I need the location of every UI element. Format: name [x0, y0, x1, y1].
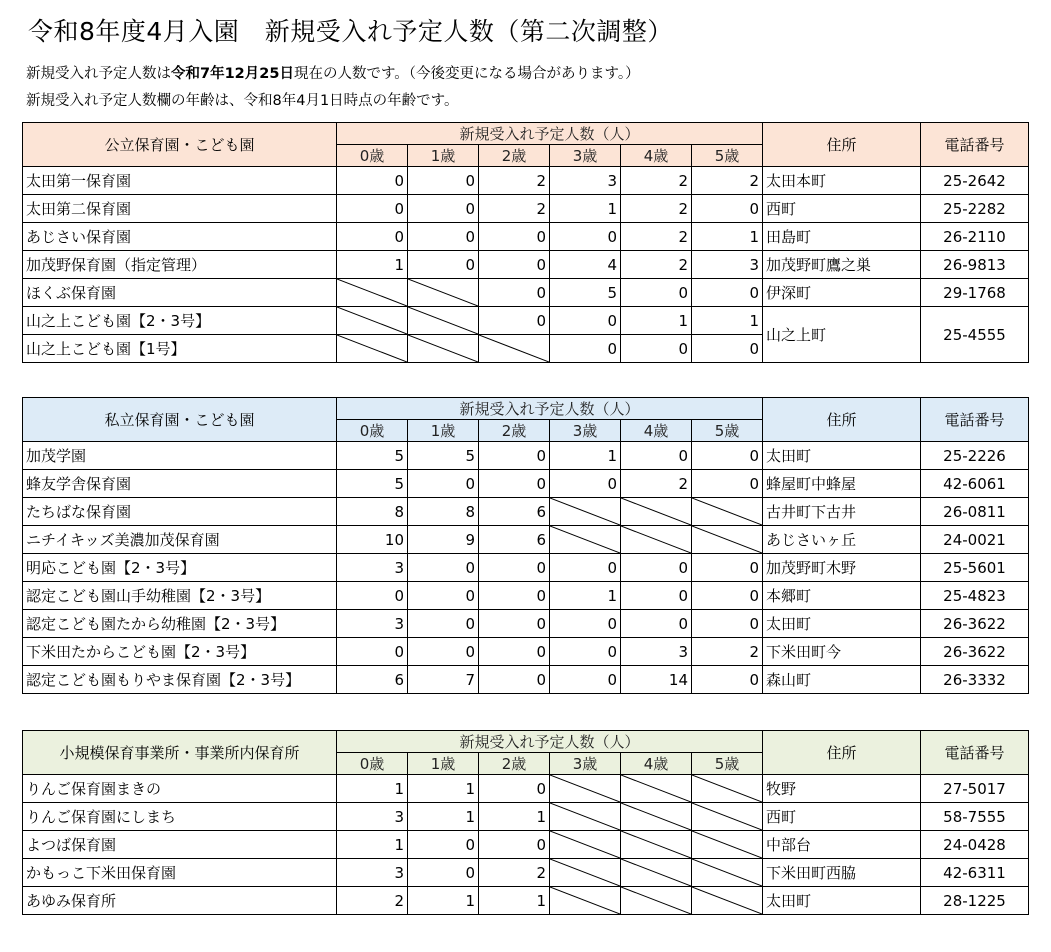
address: 本郷町: [763, 582, 921, 610]
facility-name: 加茂学園: [23, 442, 337, 470]
table-row: [23, 223, 1029, 251]
address: 蜂屋町中蜂屋: [763, 470, 921, 498]
not-applicable-slash-icon: [621, 831, 691, 858]
phone-number: 26-3622: [921, 610, 1029, 638]
count-age-4: 0: [621, 554, 692, 582]
count-age-5: 3: [692, 251, 763, 279]
count-age-0: 3: [337, 554, 408, 582]
table-facility-public: [22, 122, 1029, 363]
count-age-5: 0: [692, 582, 763, 610]
count-age-0: 3: [337, 610, 408, 638]
phone-number: 42-6311: [921, 859, 1029, 887]
age-header-3: 3歳: [550, 145, 621, 167]
not-applicable-slash-icon: [337, 279, 407, 306]
address: 西町: [763, 195, 921, 223]
facility-name: 太田第二保育園: [23, 195, 337, 223]
phone-number: 26-3622: [921, 638, 1029, 666]
count-age-0: 3: [337, 803, 408, 831]
count-age-5: 0: [692, 610, 763, 638]
table-row: [23, 803, 1029, 831]
phone-number: 24-0021: [921, 526, 1029, 554]
count-age-1: 5: [408, 442, 479, 470]
facility-name: 太田第一保育園: [23, 167, 337, 195]
not-applicable-slash-icon: [621, 887, 691, 914]
table-row: [23, 307, 1029, 335]
table-row: [23, 610, 1029, 638]
count-not-applicable: [621, 803, 692, 831]
count-age-1: 1: [408, 775, 479, 803]
count-age-3: 1: [550, 442, 621, 470]
count-age-5: 1: [692, 223, 763, 251]
count-not-applicable: [550, 831, 621, 859]
count-age-4: 0: [621, 442, 692, 470]
not-applicable-slash-icon: [337, 307, 407, 334]
age-header-5: 5歳: [692, 145, 763, 167]
phone-number: 42-6061: [921, 470, 1029, 498]
count-age-2: 0: [479, 307, 550, 335]
not-applicable-slash-icon: [621, 859, 691, 886]
not-applicable-slash-icon: [692, 803, 762, 830]
count-not-applicable: [408, 335, 479, 363]
phone-number: 25-2642: [921, 167, 1029, 195]
address: 太田町: [763, 442, 921, 470]
count-age-4: 14: [621, 666, 692, 694]
count-age-2: 0: [479, 554, 550, 582]
facility-name: 山之上こども園【1号】: [23, 335, 337, 363]
count-span-header: 新規受入れ予定人数（人）: [337, 731, 763, 753]
count-not-applicable: [692, 803, 763, 831]
facility-name: 明応こども園【2・3号】: [23, 554, 337, 582]
not-applicable-slash-icon: [408, 279, 478, 306]
phone-number: 26-2110: [921, 223, 1029, 251]
age-header-0: 0歳: [337, 420, 408, 442]
count-age-3: 1: [550, 195, 621, 223]
not-applicable-slash-icon: [550, 775, 620, 802]
count-span-header: 新規受入れ予定人数（人）: [337, 398, 763, 420]
table-row: [23, 831, 1029, 859]
count-age-1: 1: [408, 887, 479, 915]
count-age-3: 0: [550, 223, 621, 251]
count-age-1: 0: [408, 251, 479, 279]
address: あじさいヶ丘: [763, 526, 921, 554]
count-age-0: 0: [337, 223, 408, 251]
age-header-4: 4歳: [621, 420, 692, 442]
count-not-applicable: [337, 335, 408, 363]
address: 加茂野町木野: [763, 554, 921, 582]
category-header: 小規模保育事業所・事業所内保育所: [23, 731, 337, 775]
facility-name: 加茂野保育園（指定管理）: [23, 251, 337, 279]
address: 太田本町: [763, 167, 921, 195]
address-header: 住所: [763, 123, 921, 167]
table-row: [23, 470, 1029, 498]
count-age-1: 0: [408, 638, 479, 666]
count-age-5: 2: [692, 167, 763, 195]
count-age-2: 0: [479, 251, 550, 279]
count-age-5: 0: [692, 195, 763, 223]
age-header-4: 4歳: [621, 753, 692, 775]
count-age-4: 0: [621, 279, 692, 307]
count-age-3: 1: [550, 582, 621, 610]
not-applicable-slash-icon: [692, 498, 762, 525]
table-facility-small: [22, 730, 1029, 915]
table-row: [23, 775, 1029, 803]
count-not-applicable: [692, 775, 763, 803]
address: 森山町: [763, 666, 921, 694]
count-age-2: 1: [479, 803, 550, 831]
count-age-2: 2: [479, 859, 550, 887]
count-not-applicable: [550, 887, 621, 915]
count-not-applicable: [692, 887, 763, 915]
count-not-applicable: [479, 335, 550, 363]
age-header-4: 4歳: [621, 145, 692, 167]
not-applicable-slash-icon: [621, 803, 691, 830]
count-age-0: 2: [337, 887, 408, 915]
phone-number: 58-7555: [921, 803, 1029, 831]
phone-number: 25-5601: [921, 554, 1029, 582]
page-title: 令和8年度4月入園 新規受入れ予定人数（第二次調整）: [28, 17, 673, 46]
not-applicable-slash-icon: [692, 831, 762, 858]
count-age-2: 2: [479, 167, 550, 195]
address: 下米田町今: [763, 638, 921, 666]
phone-header: 電話番号: [921, 731, 1029, 775]
address: 伊深町: [763, 279, 921, 307]
count-age-4: 2: [621, 195, 692, 223]
age-header-1: 1歳: [408, 753, 479, 775]
count-not-applicable: [408, 307, 479, 335]
count-age-1: 0: [408, 195, 479, 223]
facility-name: 認定こども園山手幼稚園【2・3号】: [23, 582, 337, 610]
age-header-1: 1歳: [408, 145, 479, 167]
facility-name: 下米田たからこども園【2・3号】: [23, 638, 337, 666]
table-row: [23, 279, 1029, 307]
count-age-1: 0: [408, 167, 479, 195]
count-age-2: 0: [479, 442, 550, 470]
table-row: [23, 442, 1029, 470]
count-age-1: 0: [408, 859, 479, 887]
phone-number: 26-0811: [921, 498, 1029, 526]
note-age-basis: 新規受入れ予定人数欄の年齢は、令和8年4月1日時点の年齢です。: [26, 93, 459, 109]
count-age-2: 0: [479, 223, 550, 251]
not-applicable-slash-icon: [479, 335, 549, 362]
address: 加茂野町鷹之巣: [763, 251, 921, 279]
count-age-0: 8: [337, 498, 408, 526]
facility-name: ニチイキッズ美濃加茂保育園: [23, 526, 337, 554]
table-row: [23, 167, 1029, 195]
count-not-applicable: [621, 859, 692, 887]
phone-number: 25-2282: [921, 195, 1029, 223]
count-age-2: 0: [479, 775, 550, 803]
address: 中部台: [763, 831, 921, 859]
phone-number: 26-3332: [921, 666, 1029, 694]
facility-name: かもっこ下米田保育園: [23, 859, 337, 887]
not-applicable-slash-icon: [550, 831, 620, 858]
count-age-1: 9: [408, 526, 479, 554]
facility-name: 山之上こども園【2・3号】: [23, 307, 337, 335]
not-applicable-slash-icon: [692, 775, 762, 802]
age-header-2: 2歳: [479, 753, 550, 775]
note-text: 現在の人数です。（今後変更になる場合があります。）: [293, 66, 640, 82]
table-row: [23, 666, 1029, 694]
count-age-4: 2: [621, 167, 692, 195]
facility-name: よつば保育園: [23, 831, 337, 859]
count-age-2: 0: [479, 582, 550, 610]
count-age-3: 0: [550, 307, 621, 335]
count-age-2: 0: [479, 470, 550, 498]
phone-number: 29-1768: [921, 279, 1029, 307]
age-header-2: 2歳: [479, 420, 550, 442]
address: 西町: [763, 803, 921, 831]
address: 田島町: [763, 223, 921, 251]
address: 牧野: [763, 775, 921, 803]
not-applicable-slash-icon: [408, 307, 478, 334]
address: 古井町下古井: [763, 498, 921, 526]
not-applicable-slash-icon: [550, 887, 620, 914]
count-age-0: 5: [337, 442, 408, 470]
count-age-0: 5: [337, 470, 408, 498]
count-not-applicable: [550, 498, 621, 526]
count-age-5: 1: [692, 307, 763, 335]
count-age-0: 1: [337, 251, 408, 279]
count-age-2: 0: [479, 610, 550, 638]
count-age-4: 2: [621, 223, 692, 251]
count-age-0: 0: [337, 195, 408, 223]
count-age-3: 0: [550, 470, 621, 498]
note-text: 新規受入れ予定人数は: [26, 66, 171, 82]
facility-name: 蜂友学舎保育園: [23, 470, 337, 498]
count-not-applicable: [621, 498, 692, 526]
address-header: 住所: [763, 731, 921, 775]
count-age-3: 0: [550, 610, 621, 638]
age-header-3: 3歳: [550, 420, 621, 442]
phone-number: 27-5017: [921, 775, 1029, 803]
count-age-4: 0: [621, 610, 692, 638]
address: 山之上町: [763, 307, 921, 363]
count-age-5: 0: [692, 442, 763, 470]
count-age-4: 1: [621, 307, 692, 335]
count-age-2: 0: [479, 831, 550, 859]
count-not-applicable: [621, 831, 692, 859]
count-age-2: 0: [479, 638, 550, 666]
count-age-0: 10: [337, 526, 408, 554]
reference-date: 令和7年12月25日: [171, 66, 294, 82]
count-age-3: 5: [550, 279, 621, 307]
count-age-3: 3: [550, 167, 621, 195]
not-applicable-slash-icon: [692, 526, 762, 553]
age-header-3: 3歳: [550, 753, 621, 775]
count-not-applicable: [692, 831, 763, 859]
facility-name: 認定こども園もりやま保育園【2・3号】: [23, 666, 337, 694]
not-applicable-slash-icon: [621, 775, 691, 802]
facility-name: りんご保育園にしまち: [23, 803, 337, 831]
table-row: [23, 251, 1029, 279]
count-not-applicable: [550, 803, 621, 831]
count-age-1: 7: [408, 666, 479, 694]
count-age-3: 0: [550, 666, 621, 694]
age-header-5: 5歳: [692, 420, 763, 442]
count-not-applicable: [692, 859, 763, 887]
not-applicable-slash-icon: [550, 803, 620, 830]
count-age-5: 0: [692, 335, 763, 363]
address-header: 住所: [763, 398, 921, 442]
count-age-0: 6: [337, 666, 408, 694]
age-header-1: 1歳: [408, 420, 479, 442]
not-applicable-slash-icon: [550, 498, 620, 525]
count-not-applicable: [408, 279, 479, 307]
count-not-applicable: [621, 775, 692, 803]
count-not-applicable: [550, 775, 621, 803]
table-row: [23, 887, 1029, 915]
count-age-1: 0: [408, 223, 479, 251]
count-not-applicable: [337, 279, 408, 307]
table-row: [23, 526, 1029, 554]
phone-number: 25-2226: [921, 442, 1029, 470]
count-age-3: 4: [550, 251, 621, 279]
facility-name: ほくぶ保育園: [23, 279, 337, 307]
not-applicable-slash-icon: [692, 887, 762, 914]
phone-number: 25-4555: [921, 307, 1029, 363]
count-age-5: 0: [692, 666, 763, 694]
count-age-4: 0: [621, 335, 692, 363]
phone-number: 25-4823: [921, 582, 1029, 610]
count-age-2: 6: [479, 526, 550, 554]
table-row: [23, 582, 1029, 610]
count-age-5: 0: [692, 554, 763, 582]
age-header-5: 5歳: [692, 753, 763, 775]
count-age-3: 0: [550, 638, 621, 666]
count-age-0: 3: [337, 859, 408, 887]
not-applicable-slash-icon: [621, 526, 691, 553]
category-header: 私立保育園・こども園: [23, 398, 337, 442]
count-age-5: 0: [692, 470, 763, 498]
not-applicable-slash-icon: [337, 335, 407, 362]
count-age-0: 0: [337, 167, 408, 195]
facility-name: 認定こども園たから幼稚園【2・3号】: [23, 610, 337, 638]
count-age-2: 0: [479, 279, 550, 307]
count-not-applicable: [692, 498, 763, 526]
table-row: [23, 195, 1029, 223]
count-age-2: 2: [479, 195, 550, 223]
phone-number: 28-1225: [921, 887, 1029, 915]
count-age-1: 8: [408, 498, 479, 526]
count-age-0: 1: [337, 775, 408, 803]
count-age-2: 0: [479, 666, 550, 694]
phone-header: 電話番号: [921, 123, 1029, 167]
count-age-4: 3: [621, 638, 692, 666]
table-row: [23, 498, 1029, 526]
age-header-0: 0歳: [337, 753, 408, 775]
phone-number: 24-0428: [921, 831, 1029, 859]
phone-number: 26-9813: [921, 251, 1029, 279]
count-age-1: 0: [408, 610, 479, 638]
age-header-2: 2歳: [479, 145, 550, 167]
facility-name: たちばな保育園: [23, 498, 337, 526]
facility-name: あゆみ保育所: [23, 887, 337, 915]
count-not-applicable: [621, 887, 692, 915]
address: 太田町: [763, 887, 921, 915]
count-age-2: 6: [479, 498, 550, 526]
address: 太田町: [763, 610, 921, 638]
table-row: [23, 638, 1029, 666]
count-age-1: 0: [408, 582, 479, 610]
category-header: 公立保育園・こども園: [23, 123, 337, 167]
count-age-0: 0: [337, 638, 408, 666]
not-applicable-slash-icon: [550, 859, 620, 886]
count-age-1: 0: [408, 831, 479, 859]
facility-name: あじさい保育園: [23, 223, 337, 251]
count-age-4: 0: [621, 582, 692, 610]
count-age-3: 0: [550, 335, 621, 363]
count-age-0: 1: [337, 831, 408, 859]
count-age-4: 2: [621, 470, 692, 498]
not-applicable-slash-icon: [692, 859, 762, 886]
count-age-5: 2: [692, 638, 763, 666]
age-header-0: 0歳: [337, 145, 408, 167]
count-not-applicable: [550, 859, 621, 887]
table-facility-private: [22, 397, 1029, 694]
phone-header: 電話番号: [921, 398, 1029, 442]
not-applicable-slash-icon: [621, 498, 691, 525]
count-age-1: 0: [408, 470, 479, 498]
count-not-applicable: [621, 526, 692, 554]
not-applicable-slash-icon: [550, 526, 620, 553]
count-age-0: 0: [337, 582, 408, 610]
not-applicable-slash-icon: [408, 335, 478, 362]
count-age-5: 0: [692, 279, 763, 307]
count-age-4: 2: [621, 251, 692, 279]
count-not-applicable: [550, 526, 621, 554]
count-age-3: 0: [550, 554, 621, 582]
address: 下米田町西脇: [763, 859, 921, 887]
count-not-applicable: [337, 307, 408, 335]
count-age-1: 1: [408, 803, 479, 831]
count-age-2: 1: [479, 887, 550, 915]
note-reference-date: [26, 62, 640, 83]
facility-name: りんご保育園まきの: [23, 775, 337, 803]
table-row: [23, 859, 1029, 887]
count-span-header: 新規受入れ予定人数（人）: [337, 123, 763, 145]
count-age-1: 0: [408, 554, 479, 582]
table-row: [23, 554, 1029, 582]
count-not-applicable: [692, 526, 763, 554]
